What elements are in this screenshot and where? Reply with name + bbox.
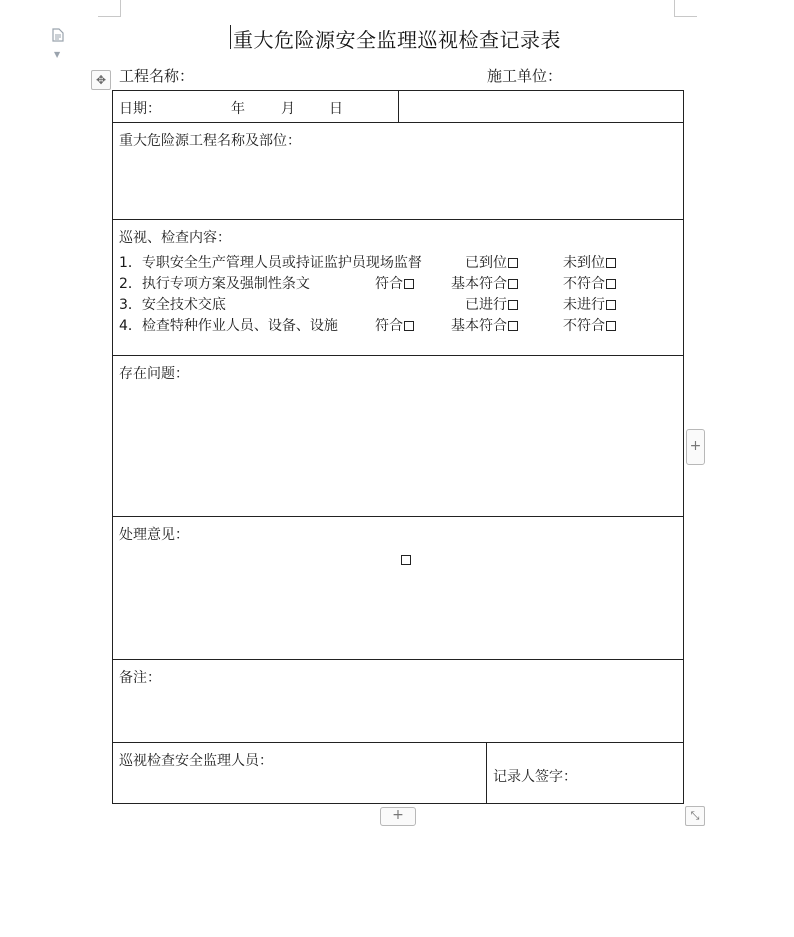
- option-non-compliant[interactable]: 不符合: [563, 315, 616, 335]
- option-not-in-place[interactable]: 未到位: [563, 252, 616, 272]
- option-non-compliant[interactable]: 不符合: [563, 273, 616, 293]
- add-column-button[interactable]: +: [686, 429, 705, 465]
- checkbox[interactable]: [404, 279, 414, 289]
- checkbox[interactable]: [508, 321, 518, 331]
- option-compliant[interactable]: 符合: [375, 273, 414, 293]
- inspection-item-1: 1．专职安全生产管理人员或持证监护员现场监督: [119, 255, 422, 271]
- inspection-item-4: 4．检查特种作业人员、设备、设施: [119, 318, 338, 334]
- page-corner-mark-top-left: [98, 0, 121, 17]
- option-compliant[interactable]: 符合: [375, 315, 414, 335]
- row-divider: [113, 516, 683, 517]
- date-month: 月: [281, 101, 295, 117]
- date-label: 日期：: [119, 101, 161, 117]
- row-divider: [113, 219, 683, 220]
- inspector-label: 巡视检查安全监理人员：: [119, 753, 273, 769]
- checkbox[interactable]: [508, 300, 518, 310]
- page-title: 重大危险源安全监理巡视检查记录表: [233, 28, 561, 52]
- checkbox[interactable]: [606, 279, 616, 289]
- recorder-signature-label: 记录人签字：: [493, 769, 577, 785]
- checkbox[interactable]: [404, 321, 414, 331]
- opinion-checkbox[interactable]: [400, 552, 411, 568]
- inspection-item-2: 2．执行专项方案及强制性条文: [119, 276, 310, 292]
- row-divider: [113, 742, 683, 743]
- checkbox[interactable]: [508, 258, 518, 268]
- chevron-down-icon: ▼: [54, 49, 61, 59]
- inspection-record-table[interactable]: [112, 90, 684, 804]
- page-corner-mark-top-right: [674, 0, 697, 17]
- checkbox[interactable]: [508, 279, 518, 289]
- column-divider: [398, 91, 399, 122]
- row-divider: [113, 659, 683, 660]
- option-basically-compliant[interactable]: 基本符合: [451, 273, 518, 293]
- table-move-icon[interactable]: ✥: [91, 70, 111, 90]
- option-basically-compliant[interactable]: 基本符合: [451, 315, 518, 335]
- construction-unit-label: 施工单位：: [487, 67, 563, 85]
- inspection-item-3: 3．安全技术交底: [119, 297, 226, 313]
- handling-opinion-label: 处理意见：: [119, 527, 189, 543]
- row-divider: [113, 355, 683, 356]
- column-divider: [486, 742, 487, 803]
- row-divider: [113, 122, 683, 123]
- remarks-label: 备注：: [119, 670, 161, 686]
- add-row-button[interactable]: +: [380, 807, 416, 826]
- option-in-place[interactable]: 已到位: [465, 252, 518, 272]
- checkbox[interactable]: [606, 300, 616, 310]
- option-not-conducted[interactable]: 未进行: [563, 294, 616, 314]
- project-name-label: 工程名称：: [119, 67, 195, 85]
- resize-icon[interactable]: ⤡: [685, 806, 705, 826]
- checkbox[interactable]: [401, 555, 411, 565]
- existing-problems-label: 存在问题：: [119, 366, 189, 382]
- option-conducted[interactable]: 已进行: [465, 294, 518, 314]
- checkbox[interactable]: [606, 321, 616, 331]
- hazard-name-label: 重大危险源工程名称及部位：: [119, 133, 301, 149]
- date-year: 年: [231, 101, 245, 117]
- checkbox[interactable]: [606, 258, 616, 268]
- date-day: 日: [329, 101, 343, 117]
- inspection-content-label: 巡视、检查内容：: [119, 230, 231, 246]
